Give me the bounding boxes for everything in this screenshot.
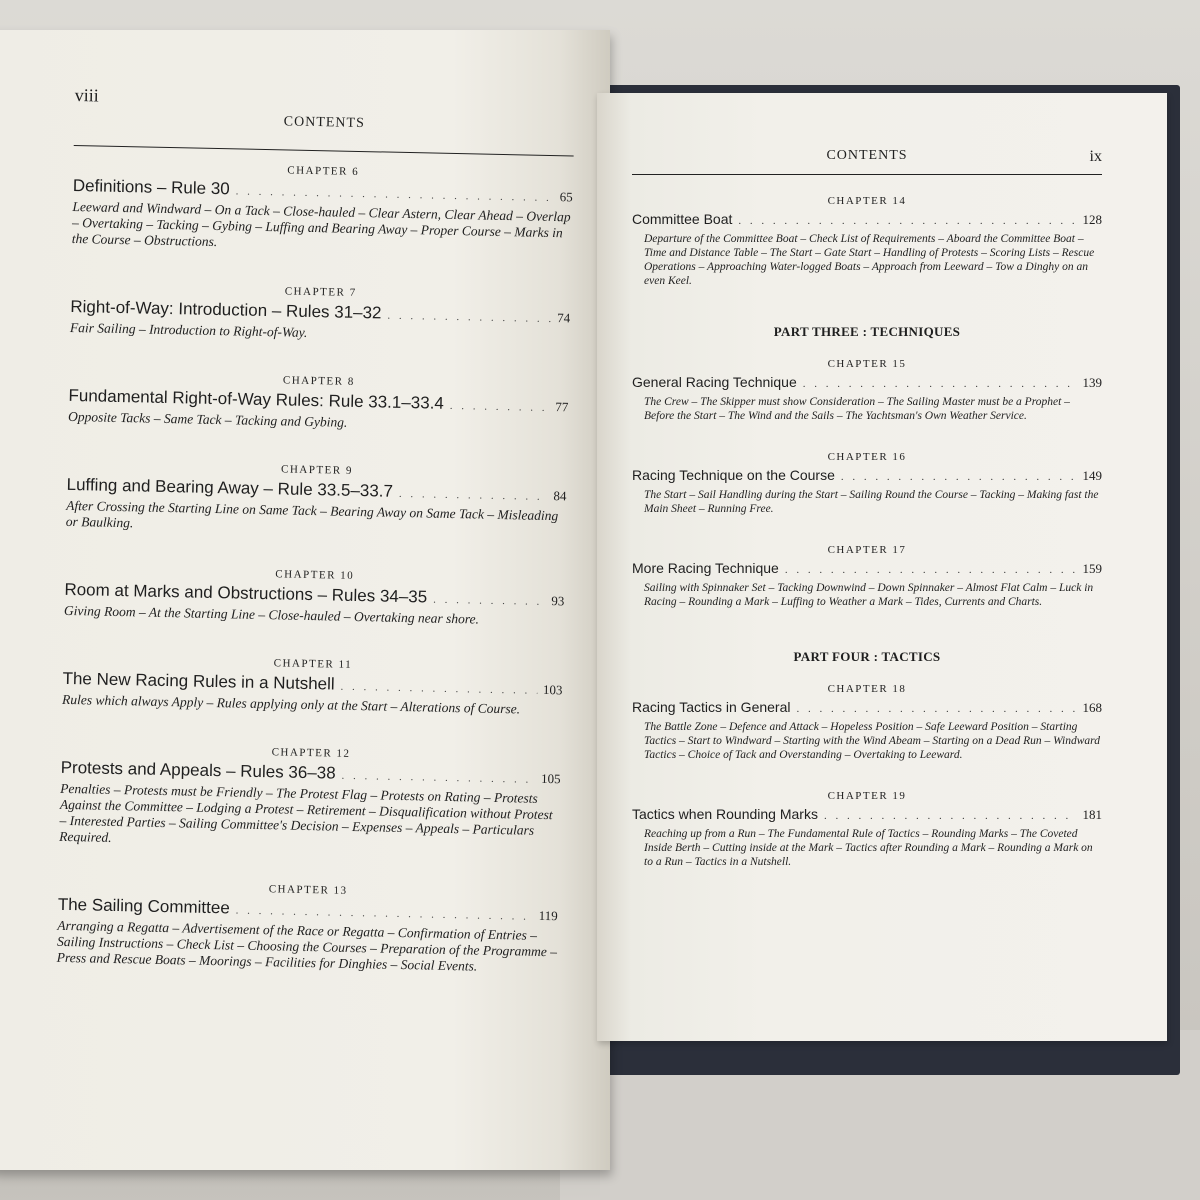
entry-description: The Battle Zone – Defence and Attack – Hopeless Position – Safe Leeward Position – Starting Tactics – Start to Windward – Starting with the Wind Abeam – Starting on a Dead Run – Windward Tactics – Choice of Tack and Overstanding – Overtaking to Leeward.: [644, 721, 1100, 761]
entry-description: Arranging a Regatta – Advertisement of the Race or Regatta – Confirmation of Entries – Sailing Instructions – Check List – Choosing the Courses – Preparation of the Programme – Press and Rescue Boats – Moorings – Facilities for Dinghies – Social Events.: [56, 917, 558, 974]
chapter-entry: [68, 370, 569, 435]
entry-description: After Crossing the Starting Line on Same Tack – Bearing Away on Same Tack – Misleading or Baulking.: [65, 497, 559, 531]
entry-title: The Sailing Committee: [57, 894, 230, 918]
dot-leader: [785, 564, 1077, 576]
chapter-label: CHAPTER 6: [287, 164, 360, 178]
page-number: 77: [555, 399, 569, 415]
dot-leader: [738, 215, 1076, 227]
chapter-entry: [632, 195, 1102, 288]
left-page-content: [56, 85, 575, 1010]
entry-description: Fair Sailing – Introduction to Right-of-Way.: [69, 319, 308, 340]
entry-description: Sailing with Spinnaker Set – Tacking Downwind – Down Spinnaker – Almost Flat Calm – Luck in Racing – Rounding a Mark – Luffing to Weather a Mark – Tides, Currents and Charts.: [644, 582, 1094, 608]
part-four-chapter-list: [632, 683, 1102, 869]
dot-leader: [341, 770, 535, 786]
entry-title: More Racing Technique: [632, 560, 779, 576]
dot-leader: [340, 681, 537, 697]
entry-description: Leeward and Windward – On a Tack – Close-hauled – Clear Astern, Clear Ahead – Overlap – Overtaking – Tacking – Gybing – Luffing and Bearing Away – Proper Course – Marks in the Course – Obstructions.: [71, 198, 571, 250]
running-head-title: CONTENTS: [826, 148, 908, 163]
entry-description: Penalties – Protests must be Friendly – The Protest Flag – Protests on Rating – Protests Against the Committee – Lodging a Protest – Retirement – Disqualification without Protest – Interested Parties – Sailing Committee's Decision – Expenses – Appeals – Particulars Required.: [59, 780, 553, 845]
running-head-title: CONTENTS: [283, 114, 365, 132]
page-number: 119: [538, 907, 558, 924]
chapter-label: CHAPTER 19: [827, 790, 907, 802]
dot-leader: [236, 185, 554, 204]
entry-title: Luffing and Bearing Away – Rule 33.5–33.7: [66, 474, 394, 501]
entry-description: Rules which always Apply – Rules applying only at the Start – Alterations of Course.: [61, 691, 521, 717]
entry-description: Giving Room – At the Starting Line – Close-hauled – Overtaking near shore.: [63, 602, 480, 627]
page-number: 139: [1082, 375, 1102, 390]
page-number: 103: [542, 681, 563, 698]
running-head: [74, 85, 575, 132]
dot-leader: [433, 594, 545, 608]
entry-description: Opposite Tacks – Same Tack – Tacking and Gybing.: [67, 408, 348, 430]
entry-title: Fundamental Right-of-Way Rules: Rule 33.1–33.4: [68, 385, 445, 413]
entry-title: General Racing Technique: [632, 374, 797, 390]
entry-title: The New Racing Rules in a Nutshell: [62, 668, 335, 694]
entry-title: Protests and Appeals – Rules 36–38: [60, 757, 336, 783]
entry-line: [632, 211, 1102, 228]
entry-title: Committee Boat: [632, 211, 733, 227]
dot-leader: [796, 703, 1076, 715]
page-number: 181: [1082, 807, 1102, 822]
page-number: 149: [1082, 468, 1102, 483]
part-heading: PART THREE : TECHNIQUES: [773, 324, 961, 339]
entry-line: [632, 374, 1102, 391]
entry-line: [632, 467, 1102, 484]
dot-leader: [387, 310, 551, 325]
dot-leader: [841, 471, 1077, 483]
chapter-label: CHAPTER 9: [280, 463, 354, 477]
entry-title: Racing Technique on the Course: [632, 467, 835, 483]
chapter-label: CHAPTER 13: [268, 883, 348, 897]
page-number: 93: [551, 593, 565, 609]
dot-leader: [824, 810, 1077, 822]
page-number: 128: [1082, 212, 1102, 227]
page-number: 159: [1082, 561, 1102, 576]
chapter-label: CHAPTER 12: [271, 746, 351, 760]
right-page-content: [632, 148, 1102, 897]
chapter-label: CHAPTER 11: [273, 657, 353, 671]
folio: ix: [1089, 148, 1102, 165]
chapter-entry: [632, 790, 1102, 869]
chapter-label: CHAPTER 8: [282, 374, 355, 388]
chapter-entry: [72, 160, 574, 257]
entry-line: [632, 699, 1102, 716]
entry-description: Departure of the Committee Boat – Check List of Requirements – Aboard the Committee Boat – Time and Distance Table – The Start – Gate Start – Handling of Protests – Scoring Lists – Rescue Operations – Approaching Water-logged Boats – Approach from Leeward – Tow a Dinghy on an even Keel.: [644, 233, 1095, 287]
page-number: 105: [540, 770, 561, 787]
chapter-label: CHAPTER 10: [275, 568, 355, 582]
page-number: 168: [1082, 700, 1102, 715]
left-page: [0, 30, 610, 1170]
chapter-label: CHAPTER 15: [827, 358, 907, 370]
part-three-chapter-list: [632, 358, 1102, 609]
page-number: 84: [553, 488, 567, 504]
entry-title: Room at Marks and Obstructions – Rules 34–35: [64, 579, 428, 607]
running-head: [632, 148, 1102, 182]
chapter-label: CHAPTER 16: [827, 451, 907, 463]
entry-description: The Start – Sail Handling during the Start – Sailing Round the Course – Tacking – Making fast the Main Sheet – Running Free.: [644, 489, 1099, 515]
chapter-entry: [64, 564, 565, 629]
entry-description: The Crew – The Skipper must show Consideration – The Sailing Master must be a Prophet – Before the Start – The Wind and the Sails – The Yachtsman's Own Weather Service.: [644, 396, 1070, 422]
chapter-entry: [632, 358, 1102, 423]
chapter-entry: [70, 281, 571, 346]
entry-line: [632, 560, 1102, 577]
entry-title: Definitions – Rule 30: [72, 175, 230, 199]
chapter-entry: [57, 879, 559, 976]
chapter-entry: [62, 653, 563, 718]
chapter-entry: [632, 451, 1102, 516]
dot-leader: [399, 488, 548, 503]
entry-description: Reaching up from a Run – The Fundamental Rule of Tactics – Rounding Marks – The Coveted Inside Berth – Cutting inside at the Mark – Tactics after Rounding a Mark – Rounding a Mark on to a Run – Tactics in a Nutshell.: [644, 828, 1093, 868]
folio: viii: [74, 85, 100, 106]
chapter-label: CHAPTER 18: [827, 683, 907, 695]
chapter-entry: [59, 742, 561, 855]
page-number: 65: [559, 189, 573, 205]
entry-title: Right-of-Way: Introduction – Rules 31–32: [70, 296, 382, 323]
entry-title: Racing Tactics in General: [632, 699, 791, 715]
page-number: 74: [557, 310, 571, 326]
dot-leader: [236, 905, 533, 923]
chapter-label: CHAPTER 17: [827, 544, 907, 556]
chapter-entry: [632, 544, 1102, 609]
dot-leader: [450, 400, 550, 414]
left-chapter-list: [57, 160, 574, 976]
dot-leader: [803, 378, 1077, 390]
chapter-entry: [66, 459, 567, 540]
right-page: [597, 93, 1167, 1041]
chapter-entry: [632, 683, 1102, 762]
entry-line: [632, 806, 1102, 823]
chapter-label: CHAPTER 14: [827, 195, 907, 207]
chapter-label: CHAPTER 7: [284, 285, 357, 299]
part-heading: PART FOUR : TACTICS: [793, 649, 941, 664]
entry-title: Tactics when Rounding Marks: [632, 806, 818, 822]
